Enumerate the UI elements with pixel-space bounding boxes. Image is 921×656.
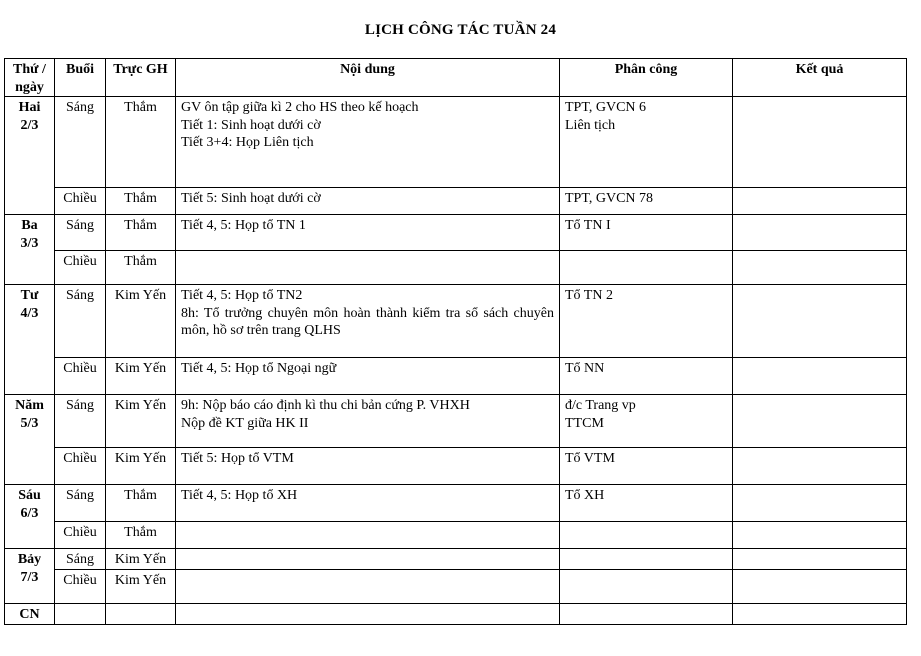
content-cell (176, 485, 560, 522)
table-row (5, 549, 907, 570)
session-cell: Sáng (55, 549, 106, 570)
day-date: 5/3 (20, 415, 39, 431)
duty-cell: Kim Yến (106, 285, 176, 358)
assignment-line: đ/c Trang vp (565, 398, 636, 413)
page-title: LỊCH CÔNG TÁC TUẦN 24 (364, 22, 557, 38)
result-cell (733, 97, 907, 188)
duty-cell: Thắm (106, 215, 176, 251)
duty-cell: Thắm (106, 522, 176, 549)
table-row (5, 604, 907, 625)
day-cell (5, 395, 55, 485)
day-name: Hai (18, 100, 41, 115)
day-cell (5, 285, 55, 395)
duty-cell: Thắm (106, 251, 176, 285)
result-cell (733, 215, 907, 251)
day-date: 6/3 (20, 505, 39, 521)
assignment-cell (560, 549, 733, 570)
header-content: Nội dung (176, 59, 560, 97)
table-row (5, 251, 907, 285)
session-cell: Chiều (55, 448, 106, 485)
duty-cell: Kim Yến (106, 358, 176, 395)
assignment-cell (560, 522, 733, 549)
table-row (5, 188, 907, 215)
result-cell (733, 395, 907, 448)
session-cell: Sáng (55, 97, 106, 188)
assignment-line: Tổ XH (565, 488, 605, 503)
content-line: Nộp đề KT giữa HK II (181, 415, 309, 431)
day-cell (5, 604, 55, 625)
result-cell (733, 485, 907, 522)
session-cell: Chiều (55, 188, 106, 215)
content-cell (176, 395, 560, 448)
day-name: Sáu (18, 488, 41, 503)
assignment-line: Liên tịch (565, 117, 616, 133)
content-line: Tiết 4, 5: Họp tổ Ngoại ngữ (181, 361, 337, 376)
duty-cell: Kim Yến (106, 549, 176, 570)
content-cell (176, 570, 560, 604)
assignment-line: TPT, GVCN 78 (565, 191, 654, 206)
assignment-cell (560, 215, 733, 251)
day-name: Ba (21, 218, 38, 233)
session-cell: Sáng (55, 215, 106, 251)
table-row (5, 285, 907, 358)
content-cell (176, 285, 560, 358)
content-cell (176, 251, 560, 285)
table-row (5, 215, 907, 251)
duty-cell: Kim Yến (106, 570, 176, 604)
result-cell (733, 522, 907, 549)
content-line: Tiết 1: Sinh hoạt dưới cờ (181, 117, 321, 133)
assignment-cell (560, 358, 733, 395)
session-cell: Chiều (55, 251, 106, 285)
table-row (5, 448, 907, 485)
duty-cell: Thắm (106, 485, 176, 522)
duty-cell: Kim Yến (106, 448, 176, 485)
table-row (5, 570, 907, 604)
content-cell (176, 448, 560, 485)
day-name: Năm (15, 398, 44, 413)
day-date: 2/3 (20, 117, 39, 133)
session-cell: Chiều (55, 358, 106, 395)
session-cell: Chiều (55, 522, 106, 549)
assignment-cell (560, 485, 733, 522)
session-cell: Sáng (55, 285, 106, 358)
result-cell (733, 570, 907, 604)
duty-cell (106, 604, 176, 625)
assignment-cell (560, 570, 733, 604)
header-assignment: Phân công (560, 59, 733, 97)
session-cell (55, 604, 106, 625)
duty-cell: Kim Yến (106, 395, 176, 448)
assignment-cell (560, 97, 733, 188)
assignment-line: TTCM (565, 415, 604, 431)
result-cell (733, 285, 907, 358)
content-cell (176, 522, 560, 549)
result-cell (733, 448, 907, 485)
content-line: 9h: Nộp báo cáo định kì thu chi bản cứng P. VHXH (181, 398, 470, 413)
content-line: Tiết 4, 5: Họp tổ XH (181, 488, 298, 503)
content-line: 8h: Tổ trưởng chuyên môn hoàn thành kiểm tra sổ sách chuyên môn, hồ sơ trên trang QLHS (181, 305, 554, 338)
header-duty: Trực GH (106, 59, 176, 97)
assignment-line: TPT, GVCN 6 (565, 100, 647, 115)
weekly-schedule-table (4, 58, 907, 625)
assignment-cell (560, 285, 733, 358)
assignment-line: Tổ TN I (565, 218, 611, 233)
content-cell (176, 97, 560, 188)
header-result: Kết quả (733, 59, 907, 97)
table-row (5, 358, 907, 395)
duty-cell: Thắm (106, 97, 176, 188)
session-cell: Sáng (55, 485, 106, 522)
assignment-cell (560, 395, 733, 448)
day-cell (5, 215, 55, 285)
content-line: Tiết 4, 5: Họp tổ TN 1 (181, 218, 306, 233)
session-cell: Sáng (55, 395, 106, 448)
content-cell (176, 188, 560, 215)
content-line: GV ôn tập giữa kì 2 cho HS theo kế hoạch (181, 100, 419, 115)
table-row (5, 522, 907, 549)
assignment-cell (560, 251, 733, 285)
day-date: 4/3 (20, 305, 39, 321)
table-row (5, 395, 907, 448)
day-name: Bảy (17, 552, 42, 567)
content-cell (176, 358, 560, 395)
result-cell (733, 604, 907, 625)
result-cell (733, 188, 907, 215)
content-line: Tiết 5: Họp tổ VTM (181, 451, 294, 466)
day-cell (5, 549, 55, 604)
content-cell (176, 604, 560, 625)
content-cell (176, 549, 560, 570)
header-row (5, 59, 907, 97)
table-row (5, 97, 907, 188)
header-session: Buổi (55, 59, 106, 97)
header-day: Thứ / ngày (5, 59, 55, 97)
assignment-line: Tổ NN (565, 361, 605, 376)
assignment-cell (560, 188, 733, 215)
assignment-cell (560, 604, 733, 625)
table-row (5, 485, 907, 522)
day-name: Tư (20, 288, 39, 303)
result-cell (733, 549, 907, 570)
day-date: 7/3 (20, 569, 39, 585)
assignment-line: Tổ VTM (565, 451, 615, 466)
day-name: CN (19, 607, 40, 622)
day-cell (5, 97, 55, 215)
session-cell: Chiều (55, 570, 106, 604)
content-line: Tiết 4, 5: Họp tổ TN2 (181, 288, 303, 303)
content-line: Tiết 3+4: Họp Liên tịch (181, 135, 314, 150)
assignment-line: Tổ TN 2 (565, 288, 613, 303)
day-cell (5, 485, 55, 549)
content-line: Tiết 5: Sinh hoạt dưới cờ (181, 191, 321, 206)
day-date: 3/3 (20, 235, 39, 251)
assignment-cell (560, 448, 733, 485)
duty-cell: Thắm (106, 188, 176, 215)
result-cell (733, 358, 907, 395)
result-cell (733, 251, 907, 285)
content-cell (176, 215, 560, 251)
